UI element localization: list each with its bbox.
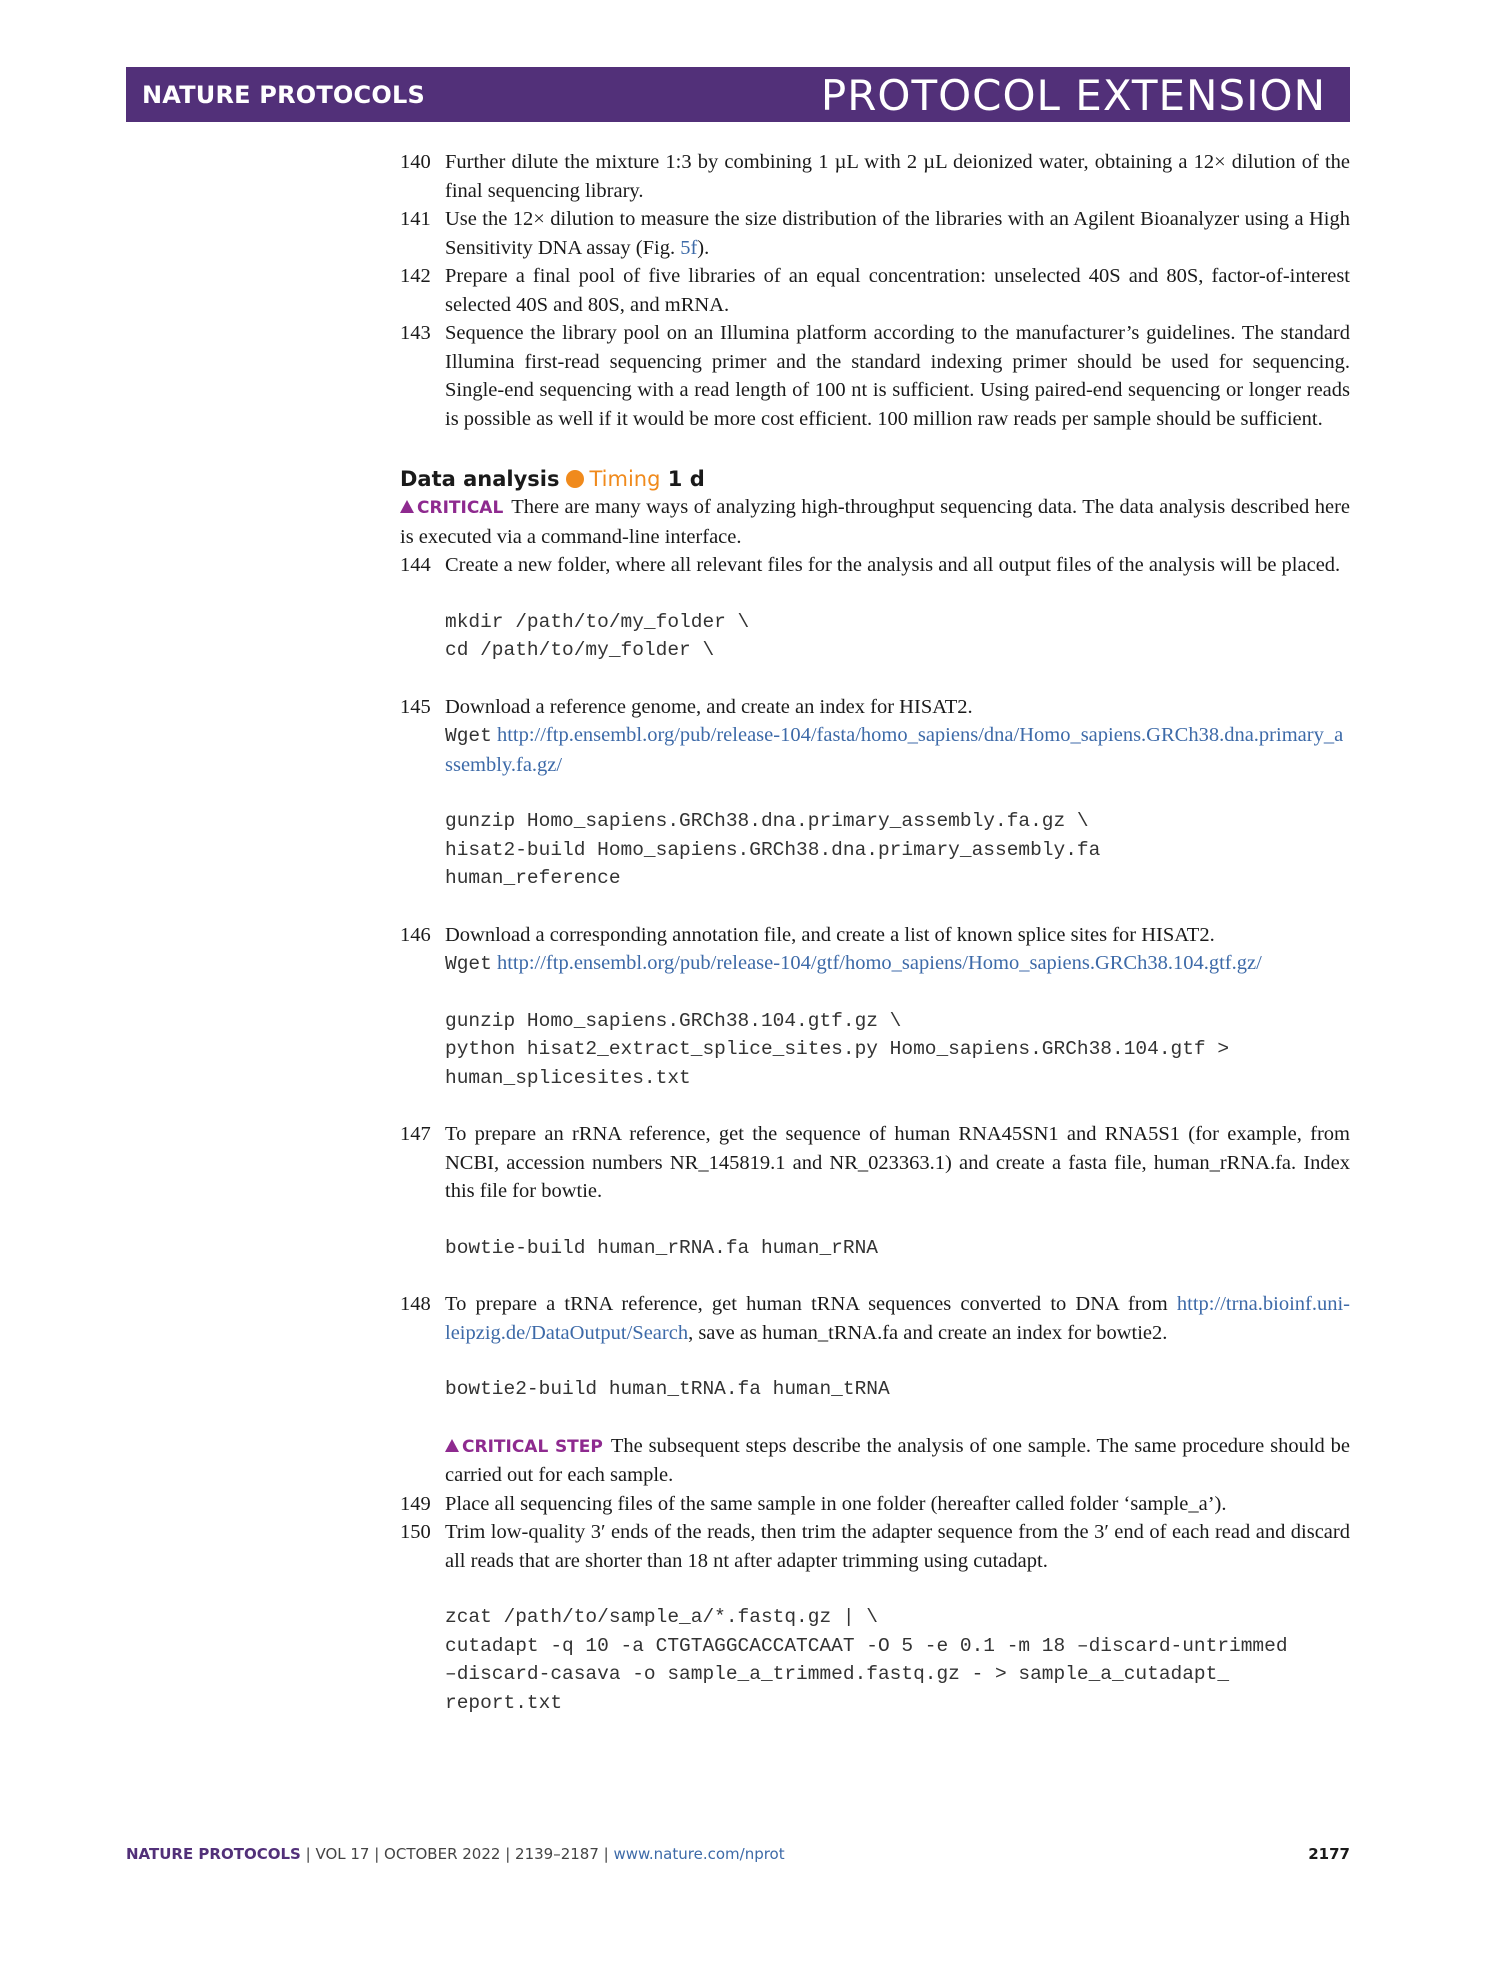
download-line <box>400 949 1350 979</box>
page-content <box>400 148 1350 1717</box>
code-line: gunzip Homo_sapiens.GRCh38.104.gtf.gz \ <box>445 1009 902 1032</box>
footer-url[interactable]: www.nature.com/nprot <box>613 1845 785 1863</box>
step-text: Download a corresponding annotation file, and create a list of known splice sites for HISAT2. <box>445 923 1215 946</box>
step-number: 149 <box>400 1492 431 1515</box>
step-146 <box>400 921 1350 950</box>
critical-step-text: The subsequent steps describe the analysis of one sample. The same procedure should be carried out for each sample. <box>445 1434 1350 1486</box>
article-type: PROTOCOL EXTENSION <box>820 71 1326 120</box>
step-number: 141 <box>400 208 431 230</box>
trna-link[interactable]: http://trna.bioinf.uni-leipzig.de/DataOutput/Search <box>445 1293 1350 1344</box>
code-line: cutadapt -q 10 -a CTGTAGGCACCATCAAT -O 5 -e 0.1 -m 18 –discard-untrimmed <box>445 1634 1288 1657</box>
code-line: cd /path/to/my_folder \ <box>445 639 715 661</box>
step-number: 140 <box>400 151 431 173</box>
step-147 <box>400 1120 1350 1206</box>
critical-text: There are many ways of analyzing high-throughput sequencing data. The data analysis described here is executed via a command-line interface. <box>400 496 1350 548</box>
code-block <box>400 608 1350 665</box>
step-140 <box>400 148 1350 205</box>
journal-name: NATURE PROTOCOLS <box>142 81 425 109</box>
code-block <box>400 807 1350 893</box>
code-block <box>400 1375 1350 1404</box>
step-number: 147 <box>400 1123 431 1145</box>
critical-label-text: CRITICAL <box>417 498 504 518</box>
step-text: Use the 12× dilution to measure the size distribution of the libraries with an Agilent Bioanalyzer using a High Sensitivity DNA assay (Fig. <box>445 208 1350 259</box>
section-title: Data analysis <box>400 467 560 491</box>
step-141 <box>400 205 1350 262</box>
critical-step-label-text: CRITICAL STEP <box>462 1436 603 1457</box>
critical-label <box>400 498 503 518</box>
download-line <box>400 721 1350 779</box>
step-text-end: ). <box>697 236 710 259</box>
step-144 <box>400 551 1350 580</box>
step-number: 145 <box>400 695 431 718</box>
code-line: mkdir /path/to/my_folder \ <box>445 610 750 633</box>
step-text: To prepare an rRNA reference, get the sequence of human RNA45SN1 and RNA5S1 (for example, from NCBI, accession numbers NR_145819.1 and NR_023363.1) and create a fasta file, human_rRNA.fa. Index this file for bowtie. <box>445 1123 1350 1202</box>
code-block <box>400 1007 1350 1093</box>
step-text: To prepare a tRNA reference, get human tRNA sequences converted to DNA from <box>445 1293 1177 1315</box>
step-number: 142 <box>400 265 431 287</box>
header-banner <box>126 67 1350 122</box>
step-143 <box>400 319 1350 433</box>
step-text: Download a reference genome, and create an index for HISAT2. <box>445 695 973 718</box>
step-text: Prepare a final pool of five libraries of an equal concentration: unselected 40S and 80S, factor-of-interest selected 40S and 80S, and mRNA. <box>445 265 1350 316</box>
footer-citation: | VOL 17 | OCTOBER 2022 | 2139–2187 | <box>305 1845 609 1863</box>
step-150 <box>400 1518 1350 1575</box>
step-number: 143 <box>400 322 431 344</box>
critical-step-note <box>400 1432 1350 1490</box>
code-line: –discard-casava -o sample_a_trimmed.fastq.gz - > sample_a_cutadapt_ <box>445 1663 1230 1685</box>
code-line: bowtie2-build human_tRNA.fa human_tRNA <box>445 1378 890 1400</box>
critical-step-label <box>445 1437 603 1457</box>
code-line: bowtie-build human_rRNA.fa human_rRNA <box>445 1236 878 1259</box>
timing-dot-icon <box>566 470 584 488</box>
code-line: hisat2-build Homo_sapiens.GRCh38.dna.primary_assembly.fa <box>445 838 1101 861</box>
command: Wget <box>445 725 492 747</box>
step-text: Place all sequencing files of the same sample in one folder (hereafter called folder ‘sample_a’). <box>445 1492 1227 1515</box>
timing-label: Timing <box>589 467 661 491</box>
page-number: 2177 <box>1308 1845 1350 1863</box>
warning-triangle-icon <box>445 1439 459 1452</box>
code-line: human_reference <box>445 867 621 889</box>
download-link[interactable]: http://ftp.ensembl.org/pub/release-104/gtf/homo_sapiens/Homo_sapiens.GRCh38.104.gtf.gz/ <box>496 952 1262 974</box>
code-line: gunzip Homo_sapiens.GRCh38.dna.primary_assembly.fa.gz \ <box>445 810 1089 832</box>
section-heading <box>400 465 1350 493</box>
code-line: report.txt <box>445 1691 563 1714</box>
timing-value: 1 d <box>667 467 705 491</box>
code-block <box>400 1603 1350 1717</box>
footer-journal: NATURE PROTOCOLS <box>126 1845 301 1863</box>
step-149 <box>400 1490 1350 1519</box>
step-text: Further dilute the mixture 1:3 by combining 1 µL with 2 µL deionized water, obtaining a 12× dilution of the final sequencing library. <box>445 151 1350 202</box>
step-number: 144 <box>400 554 431 576</box>
warning-triangle-icon <box>400 500 414 513</box>
step-145 <box>400 693 1350 722</box>
code-block <box>400 1234 1350 1263</box>
code-line: zcat /path/to/sample_a/*.fastq.gz | \ <box>445 1606 878 1628</box>
code-line: python hisat2_extract_splice_sites.py Homo_sapiens.GRCh38.104.gtf > <box>445 1038 1230 1060</box>
step-142 <box>400 262 1350 319</box>
step-number: 148 <box>400 1293 431 1315</box>
step-text: Create a new folder, where all relevant files for the analysis and all output files of the analysis will be placed. <box>445 554 1341 576</box>
command: Wget <box>445 953 492 975</box>
step-number: 150 <box>400 1521 431 1543</box>
download-link[interactable]: http://ftp.ensembl.org/pub/release-104/fasta/homo_sapiens/dna/Homo_sapiens.GRCh38.dna.primary_assembly.fa.gz/ <box>445 724 1344 776</box>
step-text: Trim low-quality 3′ ends of the reads, then trim the adapter sequence from the 3′ end of each read and discard all reads that are shorter than 18 nt after adapter trimming using cutadapt. <box>445 1521 1350 1572</box>
page-footer <box>126 1845 1350 1863</box>
step-text-end: , save as human_tRNA.fa and create an index for bowtie2. <box>688 1321 1168 1344</box>
step-148 <box>400 1290 1350 1347</box>
step-number: 146 <box>400 923 431 946</box>
step-text: Sequence the library pool on an Illumina platform according to the manufacturer’s guidelines. The standard Illumina first-read sequencing primer and the standard indexing primer should be used for sequencing. Single-end sequencing with a read length of 100 nt is sufficient. Using paired-end sequencing or longer reads is possible as well if it would be more cost efficient. 100 million raw reads per sample should be sufficient. <box>445 322 1350 430</box>
figure-link[interactable]: 5f <box>680 236 698 259</box>
code-line: human_splicesites.txt <box>445 1066 691 1089</box>
critical-note <box>400 493 1350 551</box>
